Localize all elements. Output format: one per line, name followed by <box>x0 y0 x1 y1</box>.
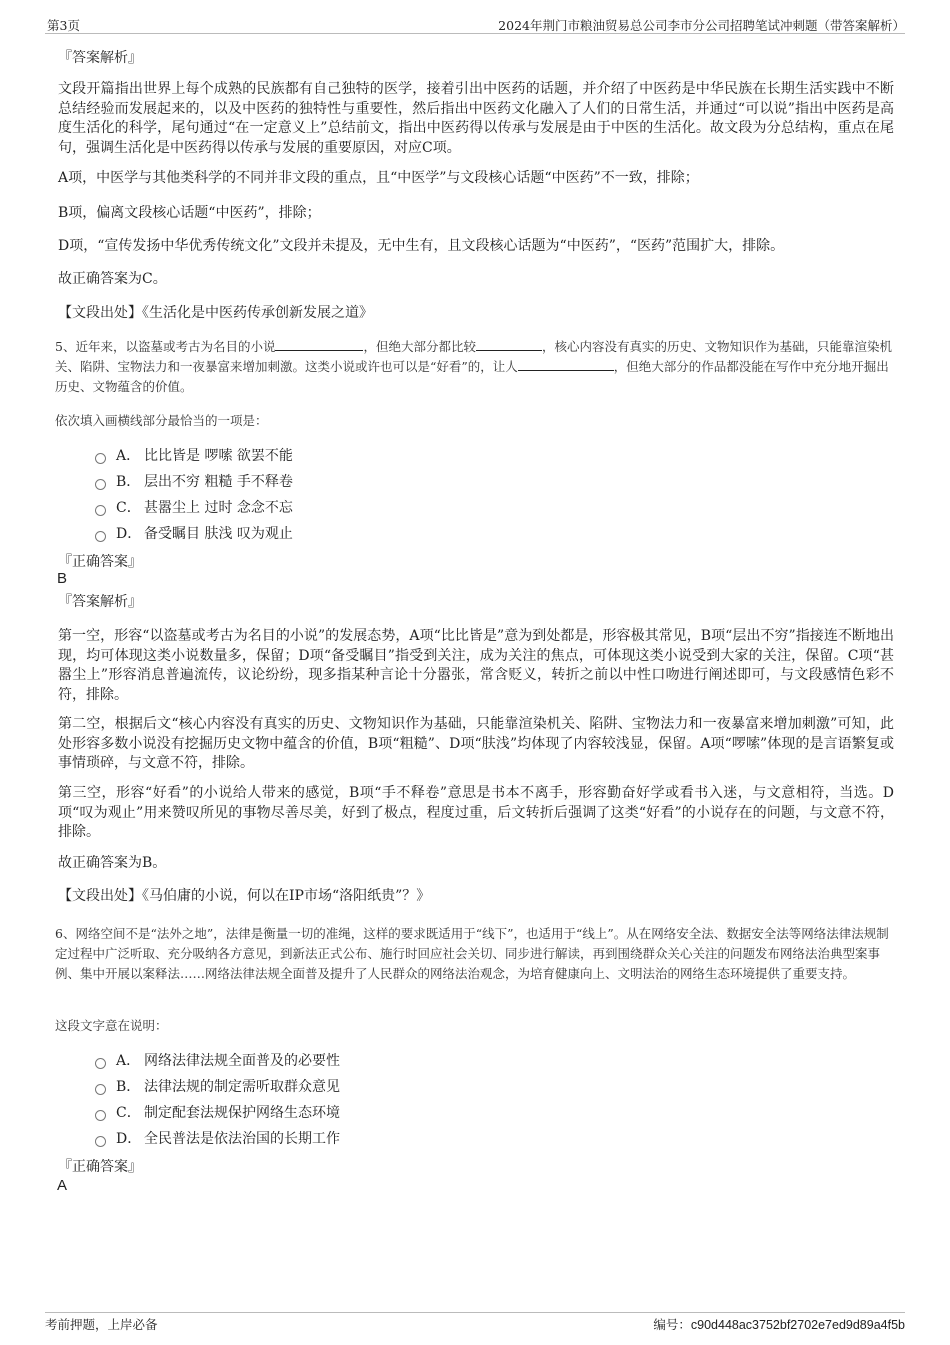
radio-button[interactable] <box>95 1110 106 1121</box>
correct-answer-statement: 故正确答案为B。 <box>58 855 167 871</box>
source-citation: 【文段出处】《马伯庸的小说，何以在IP市场“洛阳纸贵”？》 <box>58 888 431 904</box>
radio-button[interactable] <box>95 479 106 490</box>
question-5-option-b[interactable]: B． 层出不穷 粗糙 手不释卷 <box>95 472 293 492</box>
correct-answer-label: 『正确答案』 <box>58 554 142 570</box>
question-6-option-b[interactable]: B． 法律法规的制定需听取群众意见 <box>95 1077 340 1097</box>
analysis-paragraph-3: 第三空，形容“好看”的小说给人带来的感觉，B项“手不释卷”意思是书本不离手，形容勤奋好学或看书入迷，与文意相符，当选。D项“叹为观止”用来赞叹所见的事物尽善尽美，好到了极点，程度过重，后文转折后强调了这类“好看”的小说存在的问题，与文意不符，排除。 <box>58 785 894 840</box>
question-6-option-c[interactable]: C． 制定配套法规保护网络生态环境 <box>95 1103 340 1123</box>
correct-answer-value: A <box>57 1177 68 1194</box>
correct-answer-value: B <box>57 570 68 587</box>
question-5-prompt: 依次填入画横线部分最恰当的一项是： <box>55 413 268 428</box>
source-citation: 【文段出处】《生活化是中医药传承创新发展之道》 <box>58 305 373 321</box>
question-6-text: 6、网络空间不是“法外之地”，法律是衡量一切的准绳，这样的要求既适用于“线下”，也适用于“线上”。从在网络安全法、数据安全法等网络法律法规制定过程中广泛听取、充分吸纳各方意见，到新法正式公布、施行时回应社会关切、同步进行解读，再到围绕群众关心关注的问题发布网络法治典型案事例、集中开展以案释法……网络法律法规全面普及提升了人民群众的网络法治观念，为培育健康向上、文明法治的网络生态环境提供了重要支持。 <box>55 926 889 981</box>
page-number: 第3页 <box>47 18 80 33</box>
document-title: 2024年荆门市粮油贸易总公司李市分公司招聘笔试冲刺题（带答案解析） <box>498 18 905 33</box>
question-5-option-d[interactable]: D． 备受瞩目 肤浅 叹为观止 <box>95 524 293 544</box>
analysis-option-b: B项，偏离文段核心话题“中医药”，排除； <box>58 205 321 221</box>
analysis-option-d: D项，“宣传发扬中华优秀传统文化”文段并未提及，无中生有，且文段核心话题为“中医药”，“医药”范围扩大，排除。 <box>58 238 785 254</box>
radio-button[interactable] <box>95 1136 106 1147</box>
correct-answer-label: 『正确答案』 <box>58 1159 142 1175</box>
analysis-label: 『答案解析』 <box>58 594 142 610</box>
footer-divider <box>45 1312 905 1313</box>
fill-blank-3 <box>518 358 614 371</box>
page-header <box>45 16 905 34</box>
analysis-option-a: A项，中医学与其他类科学的不同并非文段的重点，且“中医学”与文段核心话题“中医药”不一致，排除； <box>58 170 699 186</box>
document-code: 编号：c90d448ac3752bf2702e7ed9d89a4f5b <box>653 1317 905 1332</box>
radio-button[interactable] <box>95 531 106 542</box>
analysis-label: 『答案解析』 <box>58 50 142 66</box>
fill-blank-2 <box>476 338 542 351</box>
question-6-option-d[interactable]: D． 全民普法是依法治国的长期工作 <box>95 1129 340 1149</box>
header-divider <box>45 33 905 34</box>
correct-answer-statement: 故正确答案为C。 <box>58 271 167 287</box>
radio-button[interactable] <box>95 453 106 464</box>
question-6-option-a[interactable]: A． 网络法律法规全面普及的必要性 <box>95 1051 340 1071</box>
radio-button[interactable] <box>95 505 106 516</box>
analysis-paragraph-1: 第一空，形容“以盗墓或考古为名目的小说”的发展态势，A项“比比皆是”意为到处都是，形容极其常见，B项“层出不穷”指接连不断地出现，均可体现这类小说数量多，保留；D项“备受瞩目”指受到关注，成为关注的焦点，可体现这类小说受到大家的关注，保留。C项“甚嚣尘上”形容消息普遍流传，议论纷纷，现多指某种言论十分嚣张，常含贬义，转折之前以中性口吻进行阐述即可，与文段感情色彩不符，排除。 <box>58 628 894 703</box>
fill-blank-1 <box>275 338 363 351</box>
question-5-option-a[interactable]: A． 比比皆是 啰嗦 欲罢不能 <box>95 446 293 466</box>
question-5-option-c[interactable]: C． 甚嚣尘上 过时 念念不忘 <box>95 498 293 518</box>
footer-slogan: 考前押题，上岸必备 <box>45 1317 158 1332</box>
question-6-prompt: 这段文字意在说明： <box>55 1018 168 1033</box>
question-5-text: 5、近年来，以盗墓或考古为名目的小说 ，但绝大部分都比较 ，核心内容没有真实的历史、文物知识作为基础，只能靠渲染机关、陷阱、宝物法力和一夜暴富来增加刺激。这类小说或许也可以是“好看”的，让人 ，但绝大部分的作品都没能在写作中充分地开掘出历史、文物蕴含的价值。 <box>55 339 892 394</box>
radio-button[interactable] <box>95 1084 106 1095</box>
analysis-paragraph: 文段开篇指出世界上每个成熟的民族都有自己独特的医学，接着引出中医药的话题，并介绍了中医药是中华民族在长期生活实践中不断总结经验而发展起来的，以及中医药的独特性与重要性，然后指出中医药文化融入了人们的日常生活，并通过“可以说”指出中医药是高度生活化的科学，尾句通过“在一定意义上”总结前文，指出中医药得以传承与发展是由于中医的生活化。故文段为分总结构，重点在尾句，强调生活化是中医药得以传承与发展的重要原因，对应C项。 <box>58 81 894 156</box>
analysis-paragraph-2: 第二空，根据后文“核心内容没有真实的历史、文物知识作为基础，只能靠渲染机关、陷阱、宝物法力和一夜暴富来增加刺激”可知，此处形容多数小说没有挖掘历史文物中蕴含的价值，B项“粗糙”、D项“肤浅”均体现了内容较浅显，保留。A项“啰嗦”体现的是言语繁复或事情琐碎，与文意不符，排除。 <box>58 716 894 771</box>
radio-button[interactable] <box>95 1058 106 1069</box>
